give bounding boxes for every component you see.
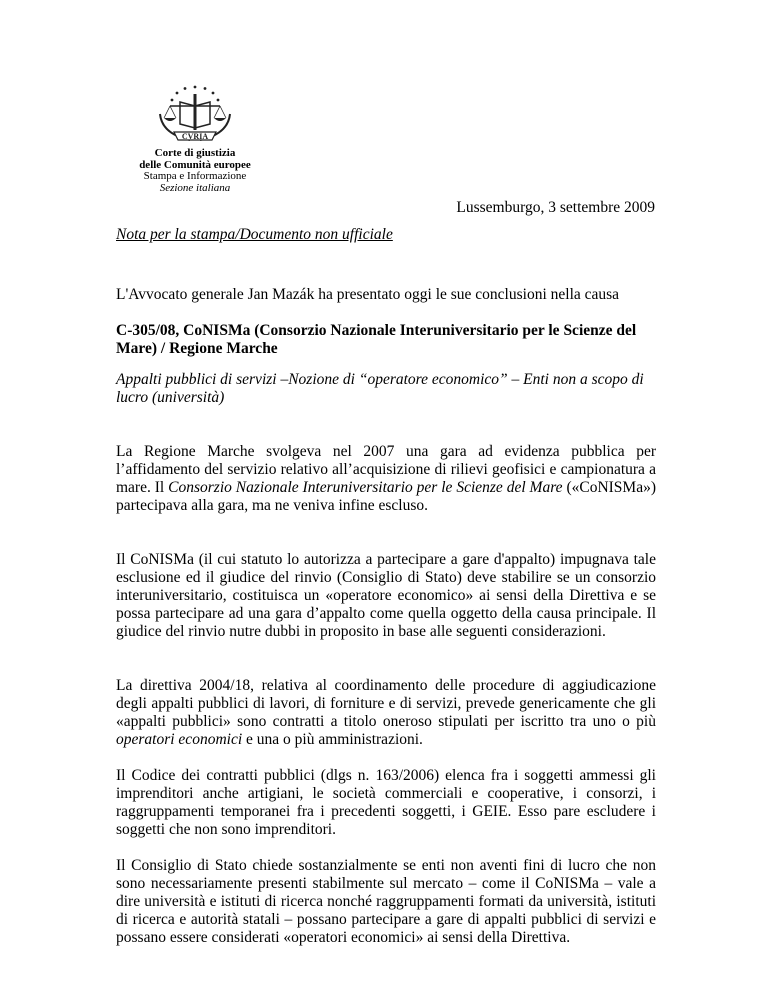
paragraph-3-italic: operatori economici: [116, 731, 243, 748]
paragraph-1-text-b: («CoNISMa») partecipava alla gara, ma ne veniva infine escluso.: [116, 479, 656, 514]
intro-paragraph: L'Avvocato generale Jan Mazák ha presentato oggi le sue conclusioni nella causa: [116, 286, 620, 303]
paragraph-2: Il CoNISMa (il cui statuto lo autorizza a partecipare a gare d'appalto) impugnava tale esclusione ed il giudice del rinvio (Consiglio di Stato) deve stabilire se un consorzio interuniversitario, costituisca un «operatore economico» ai sensi della Direttiva e se possa partecipare ad una gara d’appalto come quella oggetto della causa principale. Il giudice del rinvio nutre dubbi in proposito in base alle seguenti considerazioni.: [116, 551, 656, 640]
document-body: [116, 286, 656, 947]
paragraph-5: Il Consiglio di Stato chiede sostanzialmente se enti non aventi fini di lucro che non sono necessariamente presenti stabilmente sul mercato – come il CoNISMa – vale a dire università e istituti di ricerca nonché raggruppamenti formati da università, istituti di ricerca e autorità statali – possano partecipare a gare di appalti pubblici di servizi e possano essere considerati «operatori economici» ai sensi della Direttiva.: [116, 857, 656, 946]
paragraph-1: [116, 443, 656, 515]
institution-block: [120, 148, 270, 194]
department-name: Stampa e Informazione: [143, 170, 247, 182]
paragraph-4: Il Codice dei contratti pubblici (dlgs n. 163/2006) elenca fra i soggetti ammessi gli imprenditori anche artigiani, le società commerciali e cooperative, i consorzi, i raggruppamenti temporanei fra i precedenti soggetti, i GEIE. Esso pare escludere i soggetti che non sono imprenditori.: [116, 767, 656, 838]
dateline: Lussemburgo, 3 settembre 2009: [456, 199, 655, 216]
case-subject: Appalti pubblici di servizi –Nozione di “operatore economico” – Enti non a scopo di lucro (università): [116, 371, 644, 406]
institution-subname: delle Comunità europee: [139, 158, 251, 171]
paragraph-1-text-a: La Regione Marche svolgeva nel 2007 una gara ad evidenza pubblica per l’affidamento del servizio relativo all’acquisizione di rilievi geofisici e campionatura a mare. Il: [116, 443, 656, 496]
press-note-label: Nota per la stampa/Documento non ufficiale: [116, 226, 393, 243]
case-title: C-305/08, CoNISMa (Consorzio Nazionale Interuniversitario per le Scienze del Mare) / Regione Marche: [116, 322, 637, 357]
paragraph-3: [116, 677, 656, 749]
paragraph-3-text-b: e una o più amministrazioni.: [242, 731, 423, 748]
logo-text: CVRIA: [181, 132, 209, 141]
paragraph-3-text-a: La direttiva 2004/18, relativa al coordinamento delle procedure di aggiudicazione degli appalti pubblici di lavori, di forniture e di servizi, prevede genericamente che gli «appalti pubblici» sono contratti a titolo oneroso stipulati per iscritto tra uno o più: [116, 677, 656, 730]
section-name: Sezione italiana: [159, 181, 231, 194]
paragraph-1-italic: Consorzio Nazionale Interuniversitario per le Scienze del Mare: [168, 479, 563, 496]
court-emblem: [130, 84, 260, 146]
institution-name: Corte di giustizia: [154, 147, 236, 159]
court-logo-icon: [150, 84, 240, 146]
